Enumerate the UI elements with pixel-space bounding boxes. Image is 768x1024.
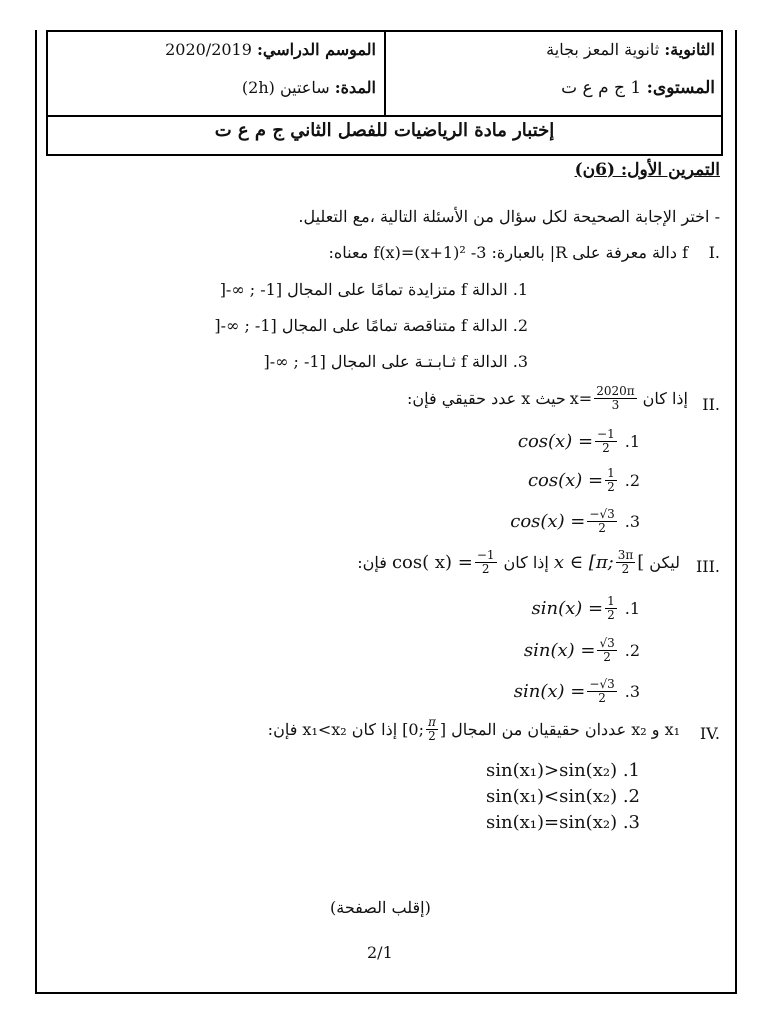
fraction-numerator: 1 (607, 466, 615, 480)
fraction-numerator: 3π (617, 548, 634, 562)
question-I-number: I. (708, 243, 720, 262)
option-fraction (587, 508, 616, 535)
fraction-numerator: 1 (607, 594, 615, 608)
fraction-denominator: 2 (621, 562, 630, 576)
question-II-post: حيث x عدد حقيقي فإن: (407, 389, 566, 408)
fraction-numerator: π (427, 715, 436, 729)
question-III-text (357, 549, 680, 576)
interval-text: [0; (402, 720, 424, 739)
cos-fraction (475, 549, 497, 576)
option-index: .1 (624, 432, 640, 451)
page-number: 2/1 (367, 943, 393, 962)
question-IV-interval: [0; $\frac{\pi}{2}$ ] (402, 715, 447, 743)
question-IV-option-1: sin(x₁)>sin(x₂) .1 (486, 760, 640, 781)
question-III-post: فإن: (357, 553, 387, 572)
fraction-denominator: 2 (598, 521, 606, 535)
exam-header (46, 30, 723, 156)
question-II-option-2 (528, 467, 640, 494)
option-lhs: cos(x) = (517, 431, 594, 452)
question-IV-text (268, 716, 680, 743)
duration-value: ساعتين (2h) (241, 78, 330, 97)
fraction-denominator: 2 (607, 480, 615, 494)
option-fraction (597, 637, 616, 664)
question-III-cos (392, 549, 499, 576)
question-I-text: f دالة معرفة على R| بالعبارة: 3- ²(x+1)=f(x) معناه: (328, 243, 688, 262)
option-fraction (587, 678, 616, 705)
question-II-fraction (594, 385, 636, 412)
school-value: ثانوية المعز بجاية (546, 40, 660, 59)
option-index: .3 (624, 512, 640, 531)
question-II-number: II. (702, 395, 720, 414)
fraction-denominator: 2 (481, 562, 490, 576)
option-lhs: cos(x) = (527, 470, 604, 491)
fraction-numerator: −√3 (589, 677, 615, 691)
cos-expression: cos( x) = (391, 552, 473, 573)
question-IV-number: IV. (699, 724, 720, 743)
fraction-denominator: 3 (611, 398, 620, 412)
fraction-numerator: 2020π (596, 384, 635, 398)
option-index: .3 (624, 682, 640, 701)
fraction-numerator: −1 (476, 548, 495, 562)
question-III-option-1 (532, 595, 641, 622)
question-III-pre: ليكن (649, 553, 680, 572)
question-IV-text2: إذا كان x₁<x₂ فإن: (267, 720, 398, 739)
instruction-text: - اختر الإجابة الصحيحة لكل سؤال من الأسئلة التالية ،مع التعليل. (298, 207, 720, 226)
question-II-pre: إذا كان (642, 389, 688, 408)
question-III-option-2 (524, 637, 640, 664)
question-III-mid: إذا كان (503, 553, 549, 572)
option-index: .2 (624, 471, 640, 490)
school-label: الثانوية: (664, 40, 715, 59)
question-IV-text1: x₁ و x₂ عددان حقيقيان من المجال (451, 720, 680, 739)
question-II-text (407, 385, 688, 412)
fraction-denominator: 2 (428, 729, 436, 743)
school-cell (546, 40, 715, 59)
header-rule (48, 115, 721, 117)
turn-page-note: (إقلب الصفحة) (330, 898, 431, 917)
question-II-value (570, 385, 639, 412)
question-I-option-1: 1. الدالة f متزايدة تمامًا على المجال [1- ; ∞-[ (219, 280, 528, 299)
question-III-number: III. (695, 557, 720, 576)
fraction-numerator: −1 (597, 427, 615, 441)
exercise-title: التمرين الأول: (6ن) (574, 160, 720, 180)
fraction-denominator: 2 (598, 691, 606, 705)
option-lhs: sin(x) = (531, 598, 604, 619)
option-fraction (605, 467, 617, 494)
interval-text: x ∈ [π; (553, 552, 614, 573)
option-lhs: sin(x) = (523, 640, 596, 661)
duration-cell (242, 78, 376, 97)
exam-title: إختبار مادة الرياضيات للفصل الثاني ج م ع ت (214, 120, 555, 141)
option-lhs: cos(x) = (510, 511, 586, 532)
duration-label: المدة: (334, 78, 376, 97)
year-label: الموسم الدراسي: (257, 40, 376, 59)
level-label: المستوى: (646, 78, 715, 98)
question-IV-option-2: sin(x₁)<sin(x₂) .2 (486, 786, 640, 807)
fraction-denominator: 2 (603, 650, 611, 664)
option-lhs: sin(x) = (513, 681, 586, 702)
option-fraction (605, 595, 617, 622)
question-II-option-3 (510, 508, 640, 535)
question-I-option-2: 2. الدالة f متناقصة تمامًا على المجال [1- ; ∞-[ (214, 316, 528, 335)
level-value: 1 ج م ع ت (561, 78, 642, 98)
year-cell (165, 40, 376, 59)
question-III-option-3 (514, 678, 640, 705)
question-II-x-eq: x= (569, 389, 593, 408)
question-IV-option-3: sin(x₁)=sin(x₂) .3 (486, 812, 640, 833)
fraction-numerator: √3 (599, 636, 615, 650)
question-II-option-1 (518, 428, 640, 455)
question-I-option-3: 3. الدالة f ثـابـتـة على المجال [1- ; ∞-[ (263, 352, 528, 371)
interval-fraction (616, 549, 636, 576)
fraction-denominator: 2 (607, 608, 615, 622)
question-III-interval: x ∈ [π; $\frac{3\pi}{2}$ [ (553, 548, 645, 576)
header-divider (384, 32, 386, 115)
fraction-numerator: −√3 (589, 507, 615, 521)
option-index: .1 (624, 599, 640, 618)
option-index: .2 (624, 641, 640, 660)
fraction-denominator: 2 (602, 441, 610, 455)
interval-fraction (426, 716, 438, 743)
option-fraction (595, 428, 617, 455)
year-value: 2020/2019 (165, 40, 252, 59)
level-cell (561, 78, 715, 98)
